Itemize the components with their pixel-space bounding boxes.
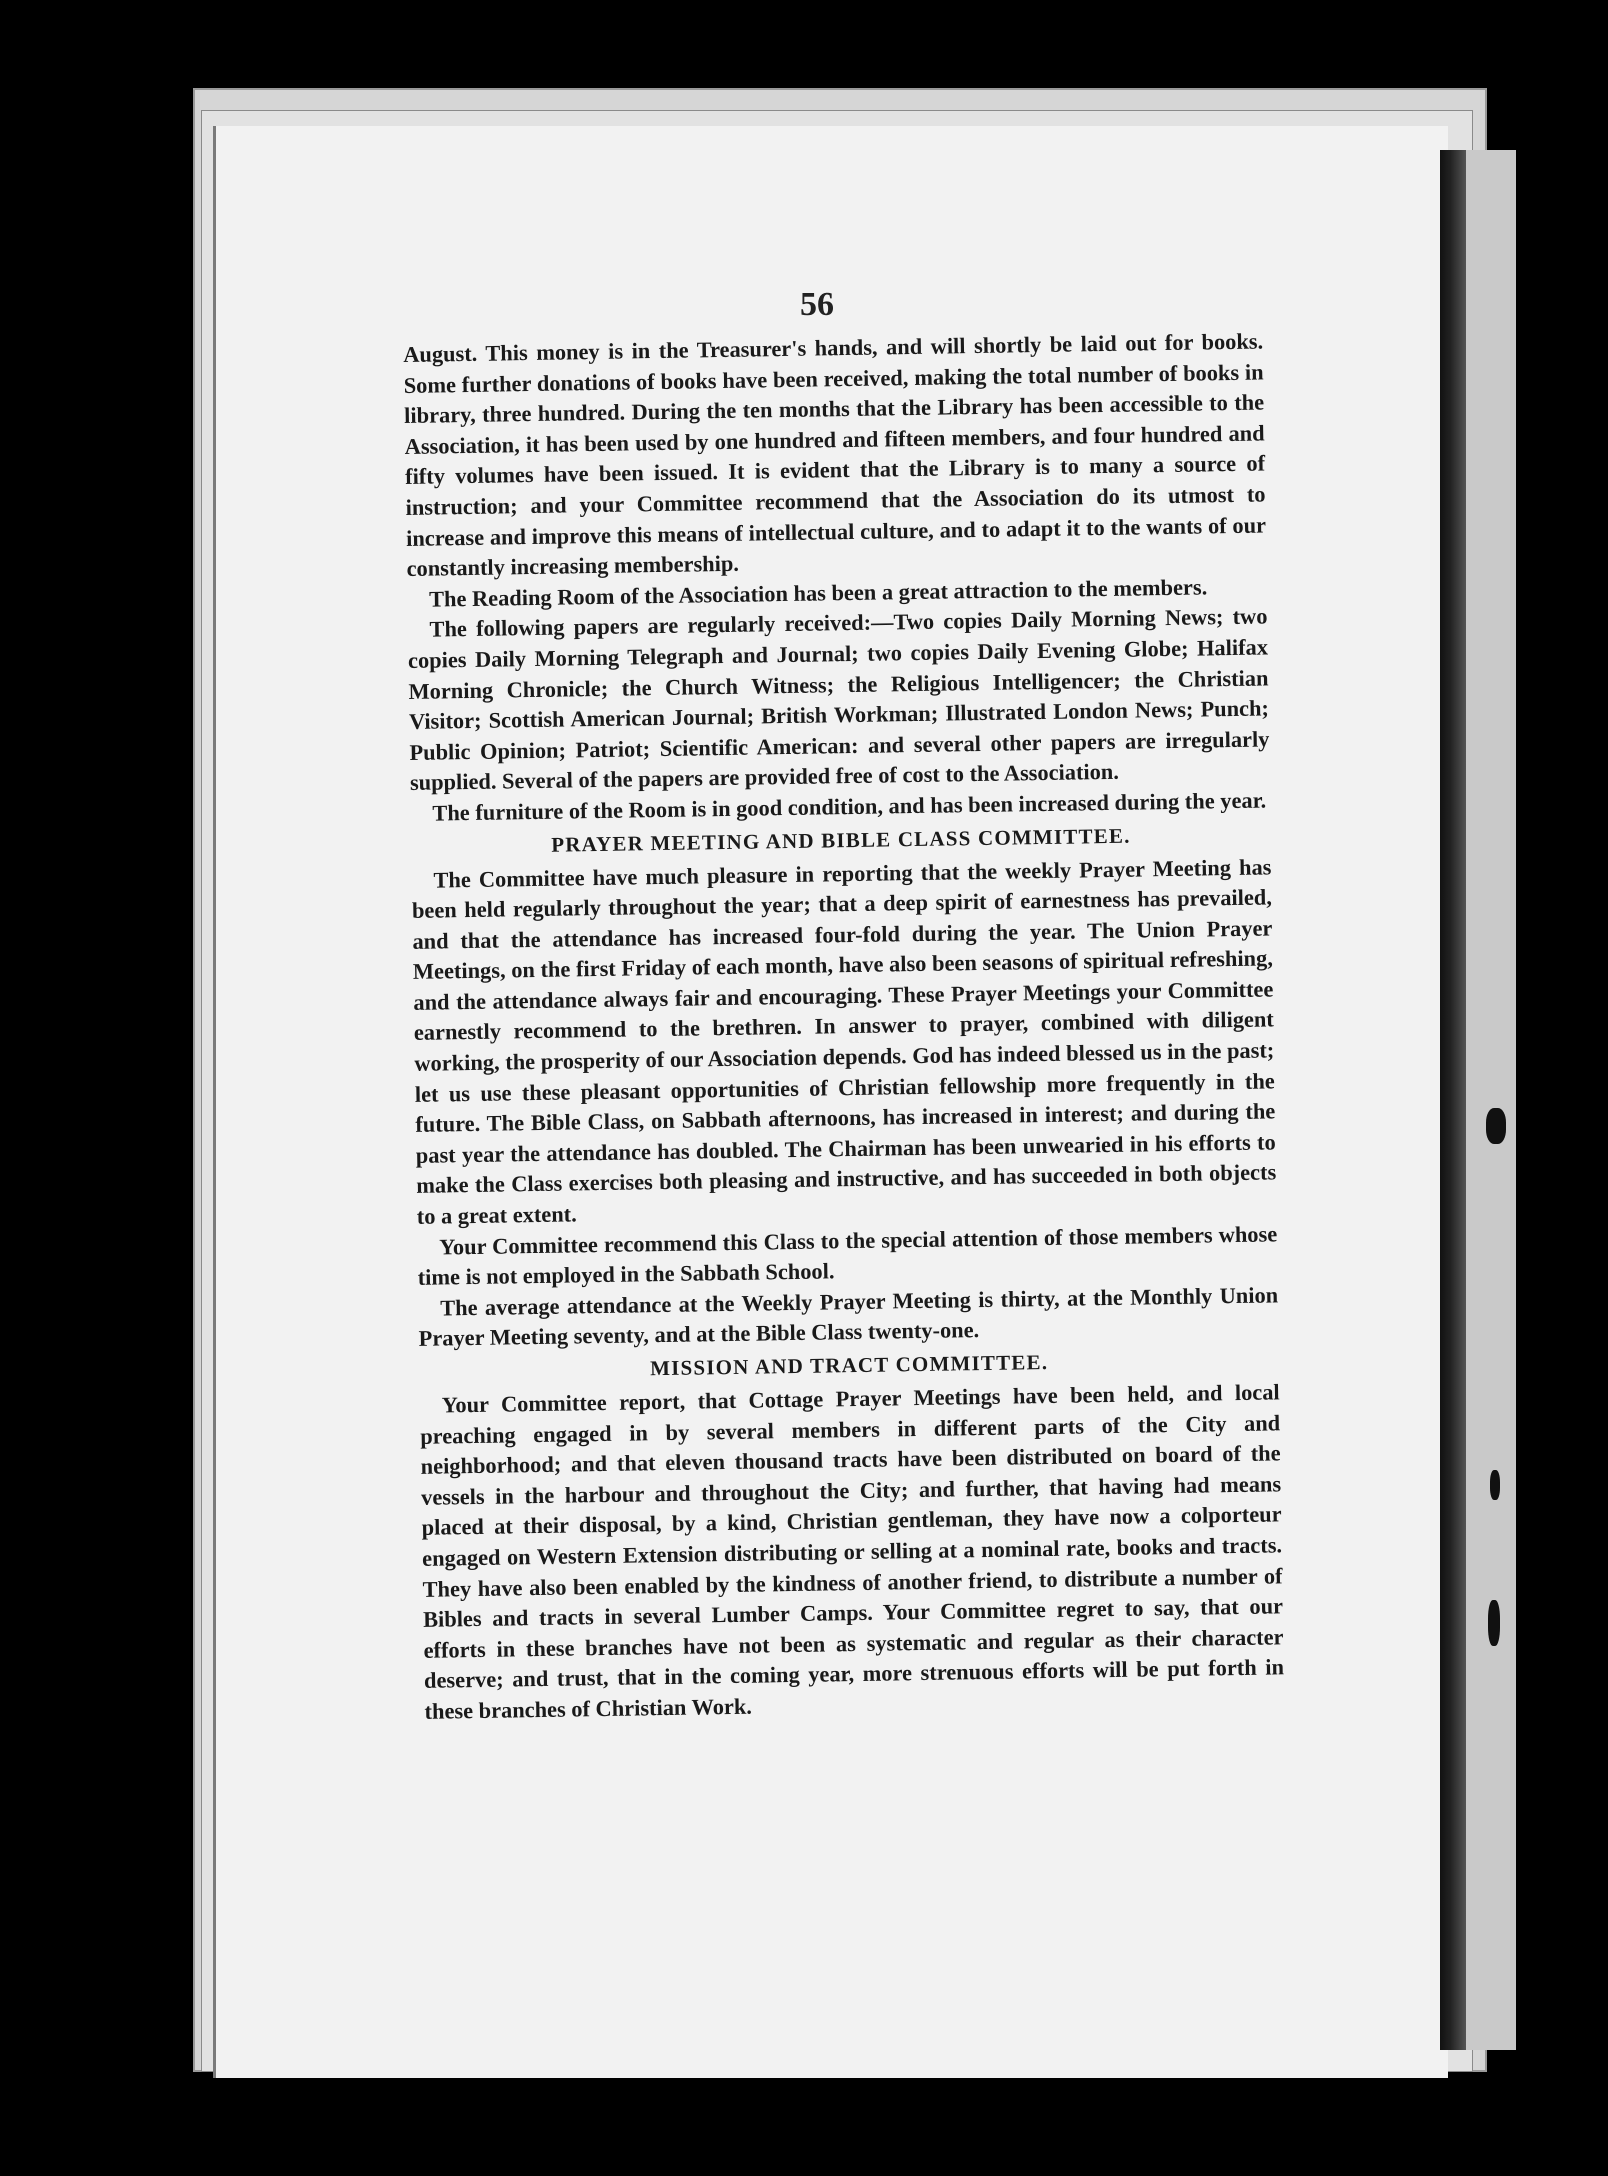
ink-blot <box>1486 1108 1506 1144</box>
paragraph-library: August. This money is in the Treasurer's hands, and will shortly be laid out for books. Some further donations of books have been received, making the total number of books in library, three hundred. During the ten months that the Library has been accessible to the Association, it has been used by one hundred and fifteen members, and four hundred and fifty volumes have been issued. It is evident that the Library is to many a source of instruction; and your Committee recommend that the Association do its utmost to increase and improve this means of intellectual culture, and to adapt it to the wants of our constantly increasing membership. <box>403 328 1267 582</box>
facing-page-edge <box>1466 150 1516 2050</box>
ink-blot <box>1488 1600 1500 1646</box>
paragraph-furniture: The furniture of the Room is in good condition, and has been increased during the year. <box>432 787 1267 826</box>
paragraph-papers: The following papers are regularly received:—Two copies Daily Morning News; two copies Daily Morning Telegraph and Journal; two copies Daily Evening Globe; Halifax Morning Chronicle; the Church Witness; the Religious Intelligencer; the Christian Visitor; Scottish American Journal; British Workman; Illustrated London News; Punch; Public Opinion; Patriot; Scientific American: and several other papers are irregularly supplied. Several of the papers are provided free of cost to the Association. <box>407 603 1270 796</box>
document-body <box>403 326 1285 1727</box>
paragraph-attendance: The average attendance at the Weekly Prayer Meeting is thirty, at the Monthly Union Prayer Meeting seventy, and at the Bible Class twenty-one. <box>418 1282 1279 1352</box>
paragraph-prayer-meeting: The Committee have much pleasure in reporting that the weekly Prayer Meeting has been held regularly throughout the year; that a deep spirit of earnestness has prevailed, and that the attendance has increased four-fold during the year. The Union Prayer Meetings, on the first Friday of each month, have also been seasons of spiritual refreshing, and the attendance always fair and encouraging. These Prayer Meetings your Committee earnestly recommend to the brethren. In answer to prayer, combined with diligent working, the prosperity of our Association depends. God has indeed blessed us in the past; let us use these pleasant opportunities of Christian fellowship more frequently in the future. The Bible Class, on Sabbath afternoons, has increased in interest; and during the past year the attendance has doubled. The Chairman has been unwearied in his efforts to make the Class exercises both pleasing and instructive, and has succeeded in both objects to a great extent. <box>411 853 1277 1229</box>
paragraph-mission: Your Committee report, that Cottage Prayer Meetings have been held, and local preaching engaged in by several members in different parts of the City and neighborhood; and that eleven thousand tracts have been distributed on board of the vessels in the harbour and throughout the City; and further, that having had means placed at their disposal, by a kind, Christian gentleman, they have now a colporteur engaged on Western Extension distributing or selling at a nominal rate, books and tracts. They have also been enabled by the kindness of another friend, to distribute a number of Bibles and tracts in several Lumber Camps. Your Committee regret to say, that our efforts in these branches have not been as systematic and regular as their character deserve; and trust, that in the coming year, more strenuous efforts will be put forth in these branches of Christian Work. <box>420 1379 1285 1724</box>
book-binding <box>1440 150 1466 2050</box>
page-number: 56 <box>800 286 834 323</box>
section-heading-mission: MISSION AND TRACT COMMITTEE. <box>649 1349 1049 1381</box>
paragraph-class-recommend: Your Committee recommend this Class to the special attention of those members whose time is not employed in the Sabbath School. <box>417 1221 1278 1291</box>
paragraph-reading-room: The Reading Room of the Association has been a great attraction to the members. <box>428 574 1208 612</box>
section-heading-prayer: PRAYER MEETING AND BIBLE CLASS COMMITTEE. <box>551 823 1131 857</box>
ink-blot <box>1490 1470 1500 1500</box>
